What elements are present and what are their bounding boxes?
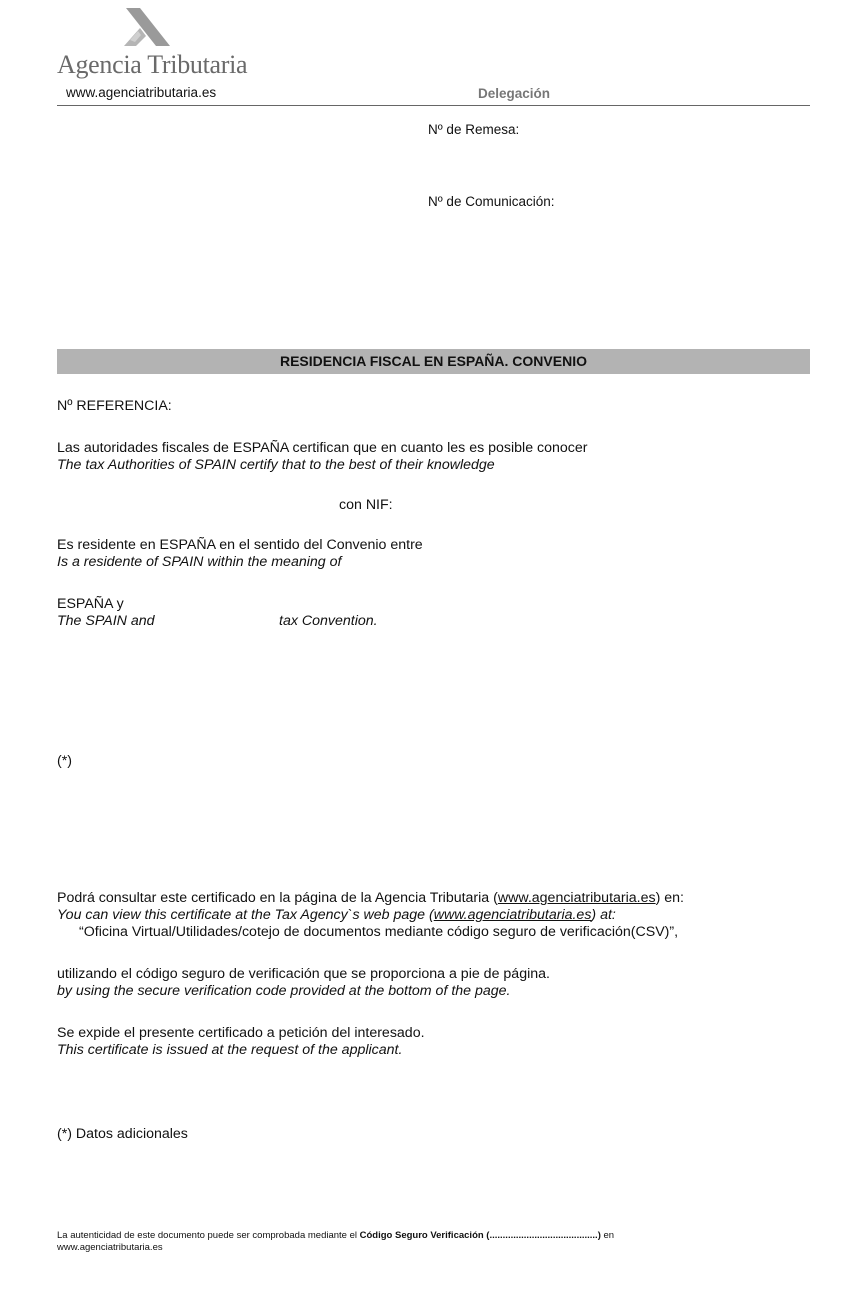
agencia-link-en[interactable]: www.agenciatributaria.es bbox=[433, 907, 592, 923]
footer-pre: La autenticidad de este documento puede ser comprobada mediante el bbox=[57, 1230, 360, 1241]
banner-title: RESIDENCIA FISCAL EN ESPAÑA. CONVENIO bbox=[279, 353, 587, 369]
convention-es: ESPAÑA y bbox=[57, 596, 124, 612]
footer-url[interactable]: www.agenciatributaria.es bbox=[57, 1242, 163, 1253]
using-code-es: utilizando el código seguro de verificación que se proporciona a pie de página. bbox=[57, 966, 550, 982]
nif-label: con NIF: bbox=[339, 497, 393, 513]
agencia-link[interactable]: www.agenciatributaria.es bbox=[497, 890, 656, 906]
logo-name: Agencia Tributaria bbox=[57, 50, 248, 79]
title-banner bbox=[57, 349, 810, 374]
issued-en: This certificate is issued at the request of the applicant. bbox=[57, 1042, 403, 1058]
consult-en-pre: You can view this certificate at the Tax Agency`s web page ( bbox=[57, 907, 434, 923]
logo-url: www.agenciatributaria.es bbox=[66, 85, 217, 100]
consult-es bbox=[57, 890, 684, 906]
remesa-label: Nº de Remesa: bbox=[428, 122, 520, 137]
convention-en-left: The SPAIN and bbox=[57, 613, 155, 629]
asterisk-note: (*) bbox=[57, 753, 72, 769]
datos-adicionales: (*) Datos adicionales bbox=[57, 1126, 188, 1142]
certify-es: Las autoridades fiscales de ESPAÑA certifican que en cuanto les es posible conocer bbox=[57, 440, 588, 456]
comunicacion-label: Nº de Comunicación: bbox=[428, 194, 555, 209]
resident-es: Es residente en ESPAÑA en el sentido del Convenio entre bbox=[57, 537, 423, 553]
header-divider bbox=[57, 105, 810, 106]
footer-post: en bbox=[600, 1230, 615, 1241]
convention-en-right: tax Convention. bbox=[279, 613, 378, 629]
footer-csv: Código Seguro Verificación (.........................................) bbox=[359, 1230, 601, 1241]
consult-en bbox=[57, 907, 616, 923]
consult-es-post: ) en: bbox=[655, 890, 684, 906]
agencia-tributaria-logo-icon bbox=[118, 6, 178, 48]
using-code-en: by using the secure verification code provided at the bottom of the page. bbox=[57, 983, 511, 999]
consult-en-post: ) at: bbox=[591, 907, 616, 923]
consult-es-pre: Podrá consultar este certificado en la página de la Agencia Tributaria ( bbox=[57, 890, 498, 906]
delegacion-label: Delegación bbox=[478, 86, 551, 101]
footer-authenticity bbox=[57, 1230, 614, 1241]
resident-en: Is a residente of SPAIN within the meaning of bbox=[57, 554, 342, 570]
referencia-label: Nº REFERENCIA: bbox=[57, 398, 172, 414]
consult-path: “Oficina Virtual/Utilidades/cotejo de documentos mediante código seguro de verificación(CSV)”, bbox=[79, 924, 679, 940]
certify-en: The tax Authorities of SPAIN certify that to the best of their knowledge bbox=[57, 457, 495, 473]
issued-es: Se expide el presente certificado a petición del interesado. bbox=[57, 1025, 425, 1041]
